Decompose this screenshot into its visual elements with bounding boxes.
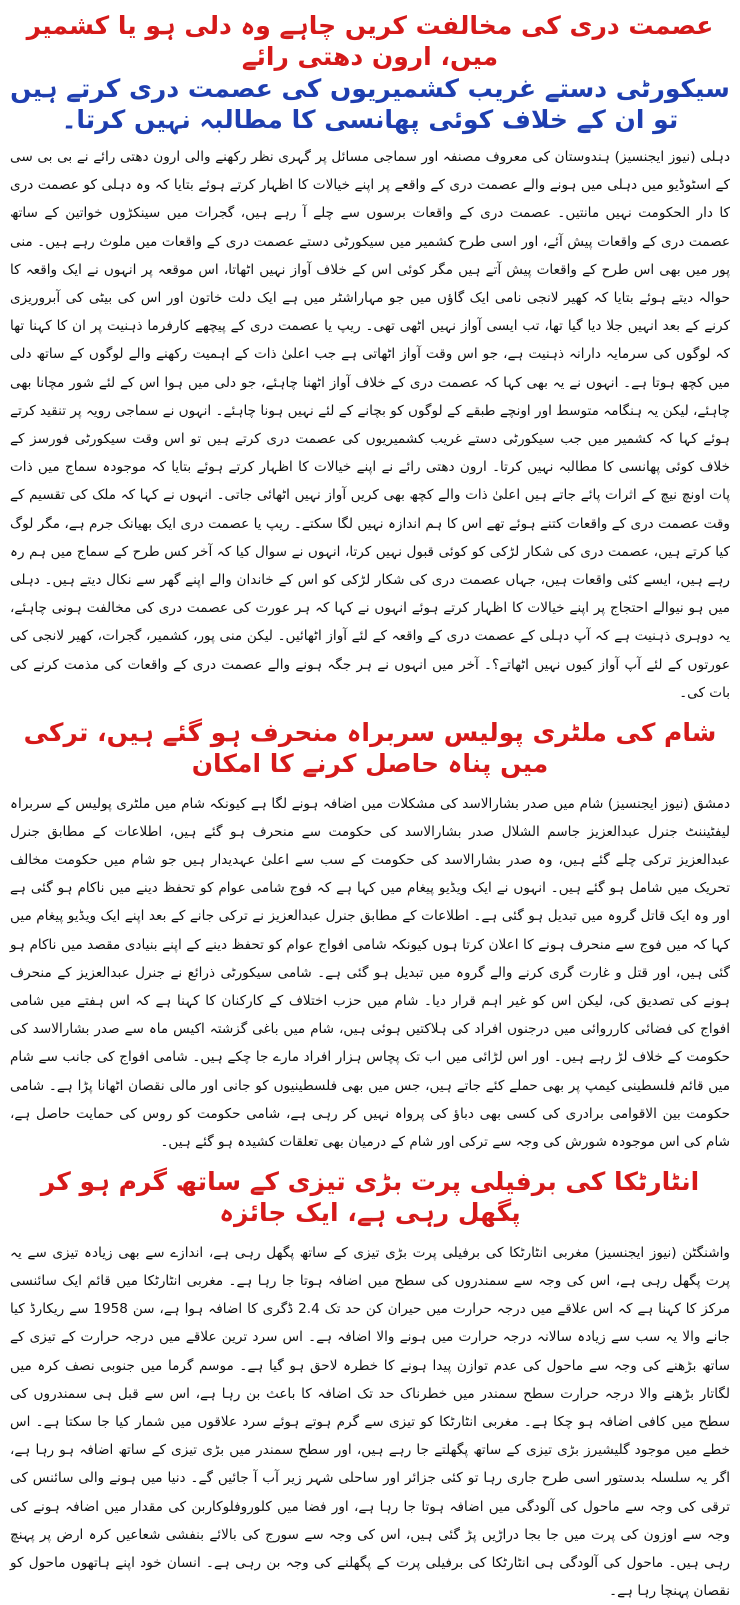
article-antarctica-ice	[10, 1166, 730, 1605]
article-body: دمشق (نیوز ایجنسیز) شام میں صدر بشارالاسد کی مشکلات میں اضافہ ہونے لگا ہے کیونکہ شام میں ملٹری پولیس کے سربراہ لیفٹیننٹ جنرل عبدالعزیز جاسم الشلال صدر بشارالاسد کی حکومت سے منحرف ہو گئے ہیں، اطلاعات کے مطابق جنرل عبدالعزیز ترکی چلے گئے ہیں، وہ صدر بشارالاسد کی حکومت کے سب سے اعلیٰ عہدیدار ہیں جو شام میں حکومت مخالف تحریک میں شامل ہو گئے ہیں۔ انہوں نے ایک ویڈیو پیغام میں کہا ہے کہ فوج شامی عوام کو تحفظ دینے میں ناکام ہو گئی ہے اور وہ ایک قاتل گروہ میں تبدیل ہو گئی ہے۔ اطلاعات کے مطابق جنرل عبدالعزیز نے ترکی جانے کے بعد اپنے ایک ویڈیو پیغام میں کہا کہ میں فوج سے منحرف ہونے کا اعلان کرتا ہوں کیونکہ شامی افواج عوام کو تحفظ دینے کے اپنے بنیادی مقصد میں ناکام ہو گئی ہیں، اور قتل و غارت گری کرنے والے گروہ میں تبدیل ہو گئی ہے۔ شامی سیکورٹی ذرائع نے جنرل عبدالعزیز کے منحرف ہونے کی تصدیق کی، لیکن اس کو غیر اہم قرار دیا۔ شام میں حزب اختلاف کے کارکنان کا کہنا ہے کہ اس ہفتے میں شامی افواج کی فضائی کارروائی میں درجنوں افراد کی ہلاکتیں ہوئی ہیں، شام میں باغی گزشتہ اکیس ماہ سے صدر بشارالاسد کی حکومت کے خلاف لڑ رہے ہیں۔ اور اس لڑائی میں اب تک پچاس ہزار افراد مارے جا چکے ہیں۔ شامی افواج کی جانب سے شام میں قائم فلسطینی کیمپ پر بھی حملے کئے جاتے ہیں، جس میں بھی فلسطینیوں کو جانی اور مالی نقصان اٹھانا پڑا ہے۔ شامی حکومت بین الاقوامی برادری کی کسی بھی دباؤ کی پرواہ نہیں کر رہی ہے، شامی حکومت کو روس کی حمایت حاصل ہے، شام کی اس موجودہ شورش کی وجہ سے ترکی اور شام کے درمیان بھی تعلقات کشیدہ ہو گئے ہیں۔	[10, 795, 730, 1150]
article-headline-line-1: عصمت دری کی مخالفت کریں چاہے وہ دلی ہو یا کشمیر میں، ارون دھتی رائے	[26, 11, 714, 72]
article-headline: شام کی ملٹری پولیس سربراہ منحرف ہو گئے ہیں، ترکی میں پناہ حاصل کرنے کا امکان	[23, 718, 717, 779]
article-headline: انٹارٹکا کی برفیلی پرت بڑی تیزی کے ساتھ گرم ہو کر پگھل رہی ہے، ایک جائزہ	[40, 1167, 700, 1228]
article-headline-line-2: سیکورٹی دستے غریب کشمیریوں کی عصمت دری کرتے ہیں تو ان کے خلاف کوئی پھانسی کا مطالبہ نہیں کرتا۔	[10, 73, 730, 134]
article-syria-military-police	[10, 717, 730, 1156]
article-arundhati-roy	[10, 10, 730, 707]
article-body: واشنگٹن (نیوز ایجنسیز) مغربی انٹارٹکا کی برفیلی پرت بڑی تیزی کے ساتھ پگھل رہی ہے، اندازے سے بھی زیادہ تیزی سے یہ پرت پگھل رہی ہے، اس کی وجہ سے سمندروں کی سطح میں اضافہ ہوتا جا رہا ہے۔ مغربی انٹارٹکا میں قائم ایک سائنسی مرکز کا کہنا ہے کہ اس علاقے میں درجہ حرارت میں حیران کن حد تک 2.4 ڈگری کا اضافہ ہوا ہے، سن 1958 سے ریکارڈ کیا جانے والا یہ سب سے زیادہ سالانہ درجہ حرارت میں ہونے والا اضافہ ہے۔ اس سرد ترین علاقے میں درجہ حرارت کے تیزی کے ساتھ بڑھنے کی وجہ سے ماحول کی عدم توازن پیدا ہونے کا خطرہ لاحق ہو گیا ہے۔ موسم گرما میں جنوبی نصف کرہ میں لگاتار بڑھنے والا درجہ حرارت سطح سمندر میں خطرناک حد تک اضافہ کا باعث بن رہا ہے، اس سے قبل ہی سمندروں کی سطح میں کافی اضافہ ہو چکا ہے۔ مغربی انٹارٹکا کو تیزی سے گرم ہوتے ہوئے سرد علاقوں میں شمار کیا جا سکتا ہے۔ اس خطے میں موجود گلیشیرز بڑی تیزی کے ساتھ پگھلتے جا رہے ہیں، اور سطح سمندر میں بڑی تیزی کے ساتھ اضافہ ہو رہا ہے، اگر یہ سلسلہ بدستور اسی طرح جاری رہا تو کئی جزائر اور ساحلی شہر زیر آب آ جائیں گے۔ دنیا میں ہونے والی سائنس کی ترقی کی وجہ سے ماحول کی آلودگی میں اضافہ ہوتا جا رہا ہے، اور فضا میں کلوروفلوکاربن کی مقدار میں اضافہ ہونے کی وجہ سے اوزون کی پرت میں جا بجا دراڑیں پڑ گئی ہیں، اس کی وجہ سے سورج کی بالائے بنفشی شعاعیں کرہ ارض پر پہنچ رہی ہیں۔ ماحول کی آلودگی ہی انٹارٹکا کی برفیلی پرت کے پگھلنے کی وجہ بن رہی ہے۔ انسان خود اپنے ہاتھوں ماحول کو نقصان پہنچا رہا ہے۔	[10, 1244, 730, 1600]
article-body: دہلی (نیوز ایجنسیز) ہندوستان کی معروف مصنفہ اور سماجی مسائل پر گہری نظر رکھنے والی ارون دھتی رائے نے بی بی سی کے اسٹوڈیو میں دہلی میں ہونے والے عصمت دری کے واقعے پر اپنے خیالات کا اظہار کرتے ہوئے بتایا کہ وہ دہلی کو عصمت دری کا دار الحکومت نہیں مانتیں۔ عصمت دری کے واقعات برسوں سے چلے آ رہے ہیں، گجرات میں سینکڑوں خواتین کے ساتھ عصمت دری کے واقعات پیش آئے، اور اسی طرح کشمیر میں سیکورٹی دستے عصمت دری کے واقعات میں ملوث رہے ہیں۔ منی پور میں بھی اس طرح کے واقعات پیش آتے ہیں مگر کوئی اس کے خلاف آواز نہیں اٹھاتا، اس موقعہ پر انہوں نے ایک واقعہ کا حوالہ دیتے ہوئے بتایا کہ کھیر لانجی نامی ایک گاؤں میں جو مہاراشٹر میں ہے ایک دلت خاتون اور اس کی بیٹی کی آبروریزی کرنے کے بعد انہیں جلا دیا گیا تھا، تب ایسی آواز نہیں اٹھی تھی۔ ریپ یا عصمت دری کے پیچھے کارفرما ذہنیت پر ان کا کہنا تھا کہ لوگوں کی سرمایہ دارانہ ذہنیت ہے، جو اس وقت آواز اٹھاتی ہے جب اعلیٰ ذات کے اہمیت رکھنے والے لوگوں کے ساتھ دلی میں کچھ ہوتا ہے۔ انہوں نے یہ بھی کہا کہ عصمت دری کے خلاف آواز اٹھنا چاہئے، جو دلی میں ہوا اس کے لئے شور مچانا بھی چاہئے، لیکن یہ ہنگامہ متوسط اور اونچے طبقے کے لوگوں کو بچانے کے لئے نہیں ہونا چاہئے۔ انہوں نے سماجی رویہ پر تنقید کرتے ہوئے کہا کہ کشمیر میں جب سیکورٹی دستے غریب کشمیریوں کی عصمت دری کرتے ہیں تو اس وقت سیکورٹی فورسز کے خلاف کوئی پھانسی کا مطالبہ نہیں کرتا۔ ارون دھتی رائے نے اپنے خیالات کا اظہار کرتے ہوئے بتایا کہ موجودہ سماج میں ذات پات اونچ نیچ کے اثرات پائے جاتے ہیں اعلیٰ ذات والے کچھ بھی کریں آواز نہیں اٹھائی جاتی۔ انہوں نے کہا کہ ملک کی تقسیم کے وقت عصمت دری کے واقعات کتنے ہوئے تھے اس کا ہم اندازہ نہیں لگا سکتے۔ ریپ یا عصمت دری ایک بھیانک جرم ہے، مگر لوگ کیا کرتے ہیں، عصمت دری کی شکار لڑکی کو کوئی قبول نہیں کرتا، انہوں نے سوال کیا کہ آخر کس طرح کے سماج میں ہم رہ رہے ہیں، ایسے کئی واقعات ہیں، جہاں عصمت دری کی شکار لڑکی کو اس کے خاندان والے اپنے گھر سے نکال دیتے ہیں۔ دہلی میں ہو نیوالے احتجاج پر اپنے خیالات کا اظہار کرتے ہوئے انہوں نے کہا کہ ہر عورت کی عصمت دری کی مخالفت ہونی چاہئے، یہ دوہری ذہنیت ہے کہ آپ دہلی کے عصمت دری کے واقعہ کے لئے آواز اٹھائیں۔ لیکن منی پور، کشمیر، گجرات، کھیر لانجی کی عورتوں کے لئے آپ آواز کیوں نہیں اٹھاتے؟۔ آخر میں انہوں نے ہر جگہ ہونے والے عصمت دری کے واقعات کی مذمت کرنے کی بات کی۔	[10, 149, 730, 701]
